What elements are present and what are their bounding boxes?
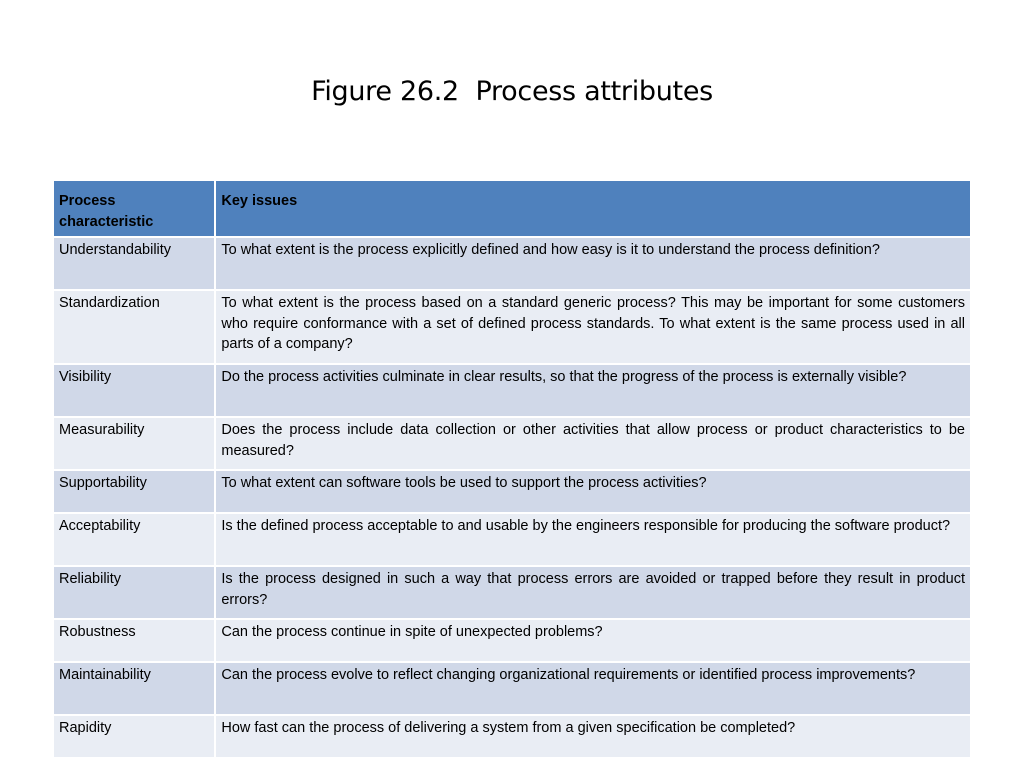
header-process-characteristic: Process characteristic: [53, 180, 215, 237]
issue-cell: Is the process designed in such a way that process errors are avoided or trapped before they result in product errors?: [215, 566, 971, 619]
table-row: [53, 237, 971, 290]
issue-cell: Can the process evolve to reflect changing organizational requirements or identified process improvements?: [215, 662, 971, 715]
issue-cell: To what extent is the process based on a standard generic process? This may be important for some customers who require conformance with a set of defined process standards. To what extent is the same process used in all parts of a company?: [215, 290, 971, 364]
issue-cell: Can the process continue in spite of unexpected problems?: [215, 619, 971, 662]
slide-title: Figure 26.2 Process attributes: [311, 76, 713, 107]
characteristic-cell: Robustness: [53, 619, 215, 662]
table-row: [53, 417, 971, 470]
characteristic-cell: Understandability: [53, 237, 215, 290]
characteristic-cell: Maintainability: [53, 662, 215, 715]
issue-cell: Is the defined process acceptable to and usable by the engineers responsible for producing the software product?: [215, 513, 971, 566]
characteristic-cell: Supportability: [53, 470, 215, 513]
issue-cell: To what extent can software tools be used to support the process activities?: [215, 470, 971, 513]
process-attributes-table: [52, 179, 972, 759]
characteristic-cell: Measurability: [53, 417, 215, 470]
table-row: [53, 619, 971, 662]
table-row: [53, 715, 971, 758]
characteristic-cell: Reliability: [53, 566, 215, 619]
characteristic-cell: Visibility: [53, 364, 215, 417]
characteristic-cell: Acceptability: [53, 513, 215, 566]
table-header-row: [53, 180, 971, 237]
header-key-issues: Key issues: [215, 180, 971, 237]
characteristic-cell: Rapidity: [53, 715, 215, 758]
table-row: [53, 513, 971, 566]
table-row: [53, 290, 971, 364]
issue-cell: Do the process activities culminate in clear results, so that the progress of the process is externally visible?: [215, 364, 971, 417]
table-row: [53, 566, 971, 619]
issue-cell: How fast can the process of delivering a system from a given specification be completed?: [215, 715, 971, 758]
table-row: [53, 364, 971, 417]
table-row: [53, 470, 971, 513]
characteristic-cell: Standardization: [53, 290, 215, 364]
table-row: [53, 662, 971, 715]
issue-cell: Does the process include data collection or other activities that allow process or product characteristics to be measured?: [215, 417, 971, 470]
issue-cell: To what extent is the process explicitly defined and how easy is it to understand the process definition?: [215, 237, 971, 290]
